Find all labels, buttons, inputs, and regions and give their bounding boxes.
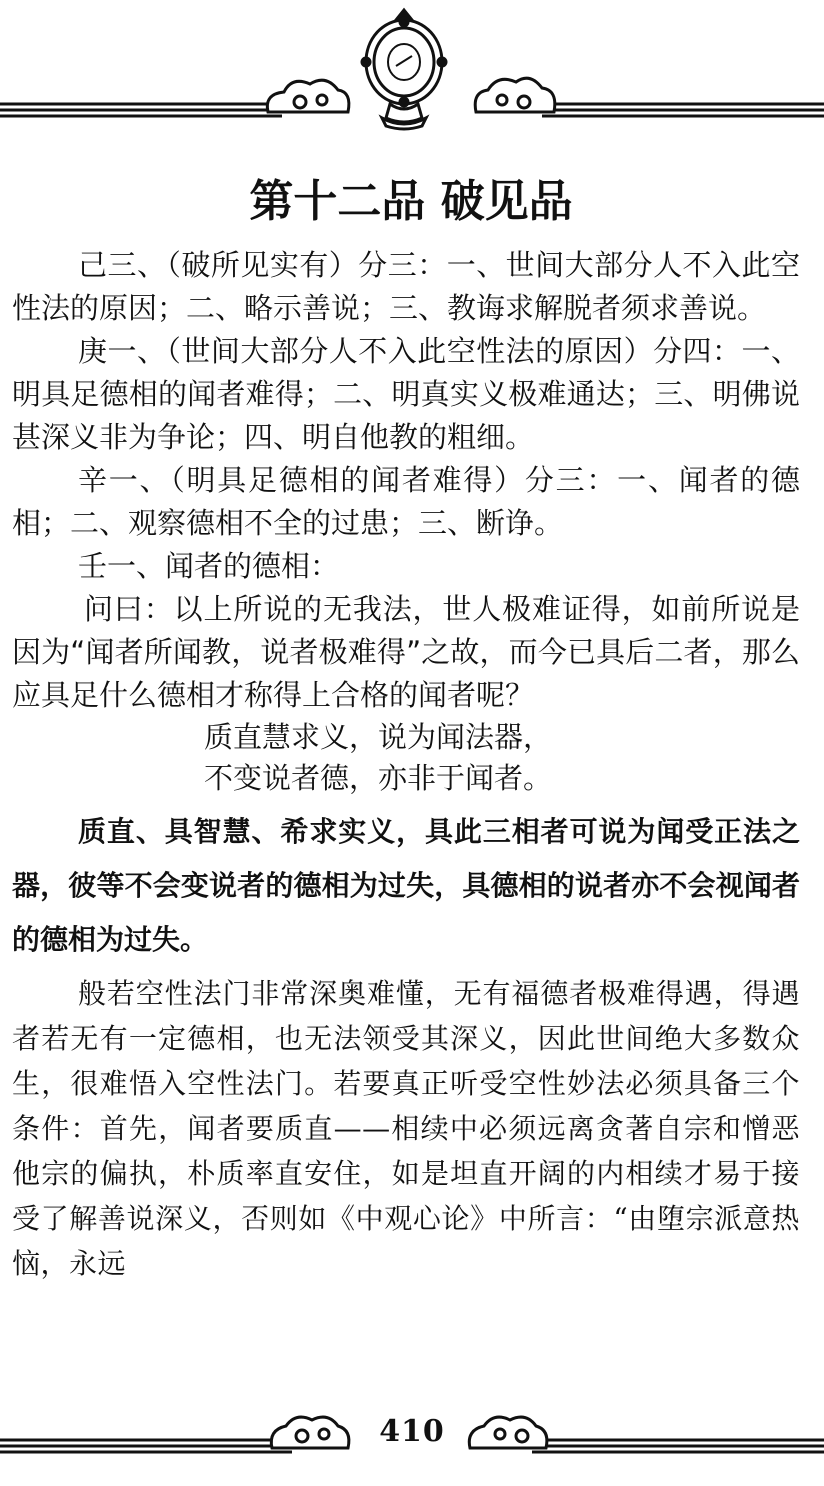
verse-line: 不变说者德，亦非于闻者。 — [204, 761, 553, 795]
header-ornament — [0, 0, 824, 140]
dharma-medallion-icon — [362, 10, 446, 129]
section-heading: 壬一、闻者的德相： — [78, 549, 340, 583]
header-rule-right — [532, 104, 824, 116]
outline-paragraph: 己三、（破所见实有）分三：一、世间大部分人不入此空性法的原因；二、略示善说；三、教诲求解脱者须求善说。 — [12, 248, 800, 325]
verse-commentary: 质直、具智慧、希求实义，具此三相者可说为闻受正法之器，彼等不会变说者的德相为过失，具德相的说者亦不会视闻者的德相为过失。 — [12, 815, 800, 956]
header-rule-left — [0, 104, 292, 116]
outline-paragraph: 辛一、（明具足德相的闻者难得）分三：一、闻者的德相；二、观察德相不全的过患；三、断诤。 — [12, 463, 800, 540]
question-paragraph: 问曰：以上所说的无我法，世人极难证得，如前所说是因为“闻者所闻教，说者极难得”之故，而今已具后二者，那么应具足什么德相才称得上合格的闻者呢？ — [12, 592, 800, 712]
verse-line: 质直慧求义，说为闻法器， — [204, 720, 553, 754]
page-content — [12, 170, 800, 1286]
page-number: 410 — [379, 1414, 445, 1449]
explanation-paragraph: 般若空性法门非常深奥难懂，无有福德者极难得遇，得遇者若无有一定德相，也无法领受其深义，因此世间绝大多数众生，很难悟入空性法门。若要真正听受空性妙法必须具备三个条件：首先，闻者要质直——相续中必须远离贪著自宗和憎恶他宗的偏执，朴质率直安住，如是坦直开阔的内相续才易于接受了解善说深义，否则如《中观心论》中所言：“由堕宗派意热恼，永远 — [12, 977, 800, 1280]
cloud-scroll-right-icon — [475, 78, 555, 112]
outline-paragraph: 庚一、（世间大部分人不入此空性法的原因）分四：一、明具足德相的闻者难得；二、明真实义极难通达；三、明佛说甚深义非为争论；四、明自他教的粗细。 — [12, 334, 800, 454]
chapter-title: 第十二品 破见品 — [249, 176, 573, 227]
cloud-scroll-left-icon — [267, 80, 349, 112]
